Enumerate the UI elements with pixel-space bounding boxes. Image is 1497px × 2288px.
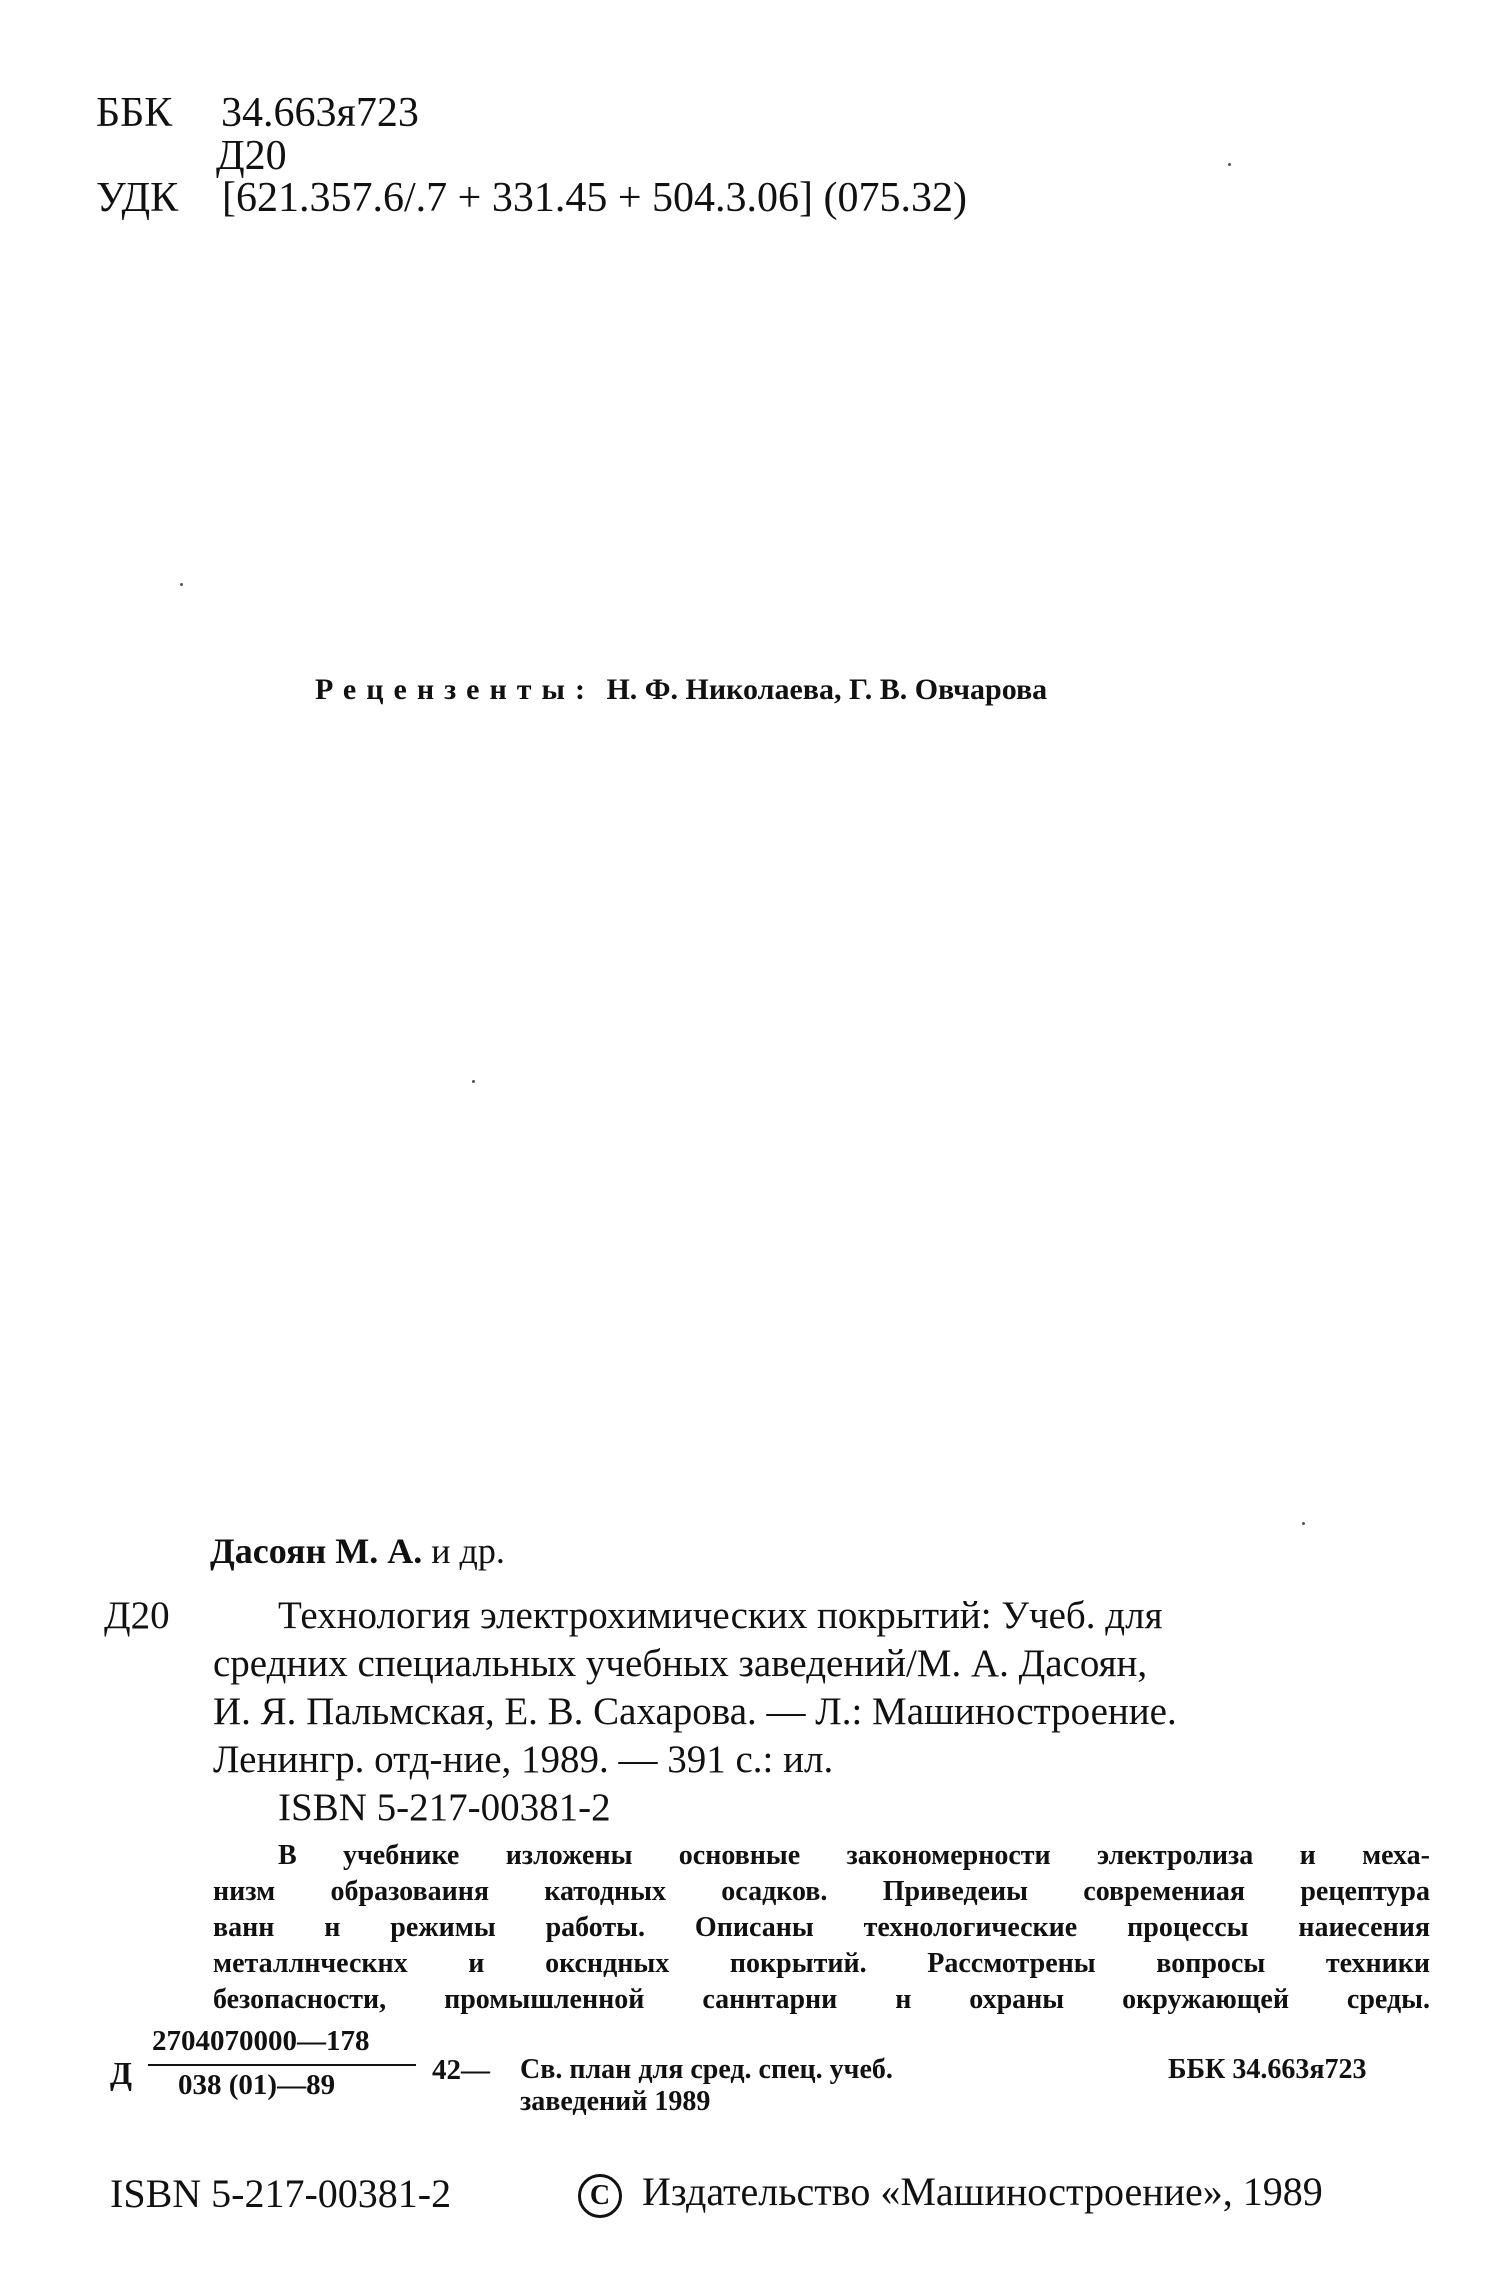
index-numerator: 2704070000—178 bbox=[152, 2025, 370, 2057]
card-abstract-rest bbox=[213, 1874, 1430, 2018]
print-speck bbox=[1302, 1522, 1305, 1525]
bbk-label: ББК bbox=[96, 90, 173, 136]
card-author-suffix: и др. bbox=[422, 1531, 505, 1571]
reviewers-label: Рецензенты: bbox=[315, 673, 595, 706]
card-description-line: Технология электрохимических покрытий: Учеб. для bbox=[278, 1594, 1163, 1637]
card-isbn: ISBN 5-217-00381-2 bbox=[278, 1786, 611, 1829]
footer-copyright bbox=[578, 2168, 1323, 2218]
card-description-line: средних специальных учебных заведений/М. А. Дасоян, bbox=[213, 1642, 1148, 1685]
card-description-line: И. Я. Пальмская, Е. В. Сахарова. — Л.: Машиностроение. bbox=[213, 1690, 1177, 1733]
copyright-text: Издательство «Машиностроение», 1989 bbox=[642, 2169, 1323, 2214]
copyright-icon: C bbox=[578, 2174, 622, 2218]
print-speck bbox=[472, 1080, 475, 1083]
reviewers-line bbox=[315, 673, 1047, 707]
footer-isbn: ISBN 5-217-00381-2 bbox=[110, 2171, 452, 2216]
card-bbk-right: ББК 34.663я723 bbox=[1168, 2054, 1367, 2085]
bbk-value: 34.663я723 bbox=[221, 90, 419, 136]
print-speck bbox=[1228, 163, 1231, 166]
udk-line bbox=[96, 177, 967, 219]
card-mark: Д20 bbox=[104, 1594, 170, 1637]
card-author bbox=[210, 1530, 505, 1572]
author-mark-top: Д20 bbox=[216, 133, 287, 179]
udk-value: [621.357.6/.7 + 331.45 + 504.3.06] (075.32) bbox=[222, 175, 967, 221]
abstract-line: низм образоваиня катодных осадков. Приведеиы современиая рецептура bbox=[213, 1876, 1430, 1907]
reviewers-names: Н. Ф. Николаева, Г. В. Овчарова bbox=[606, 673, 1048, 706]
abstract-line: безопасности, промышленной саннтарни н охраны окружающей среды. bbox=[213, 1984, 1430, 2015]
print-speck bbox=[180, 583, 183, 586]
abstract-line: металлнческнх и оксндных покрытий. Рассмотрены вопросы техники bbox=[213, 1948, 1430, 1979]
index-letter: Д bbox=[110, 2055, 133, 2091]
plan-line: Св. план для сред. спец. учеб. bbox=[520, 2054, 893, 2085]
abstract-line: В учебнике изложены основные закономерности электролиза и меха- bbox=[278, 1840, 1430, 1871]
plan-number: 42— bbox=[432, 2054, 490, 2086]
card-abstract-first bbox=[278, 1838, 1430, 1874]
card-author-name: Дасоян М. А. bbox=[210, 1531, 423, 1571]
plan-line: заведений 1989 bbox=[520, 2086, 711, 2117]
fraction-bar bbox=[148, 2064, 416, 2066]
index-denominator: 038 (01)—89 bbox=[178, 2069, 336, 2101]
card-description-line: Ленингр. отд-ние, 1989. — 391 с.: ил. bbox=[213, 1738, 834, 1781]
abstract-line: ванн н режимы работы. Описаны технологические процессы наиесения bbox=[213, 1912, 1430, 1943]
udk-label: УДК bbox=[96, 175, 179, 221]
bbk-line bbox=[96, 92, 419, 134]
